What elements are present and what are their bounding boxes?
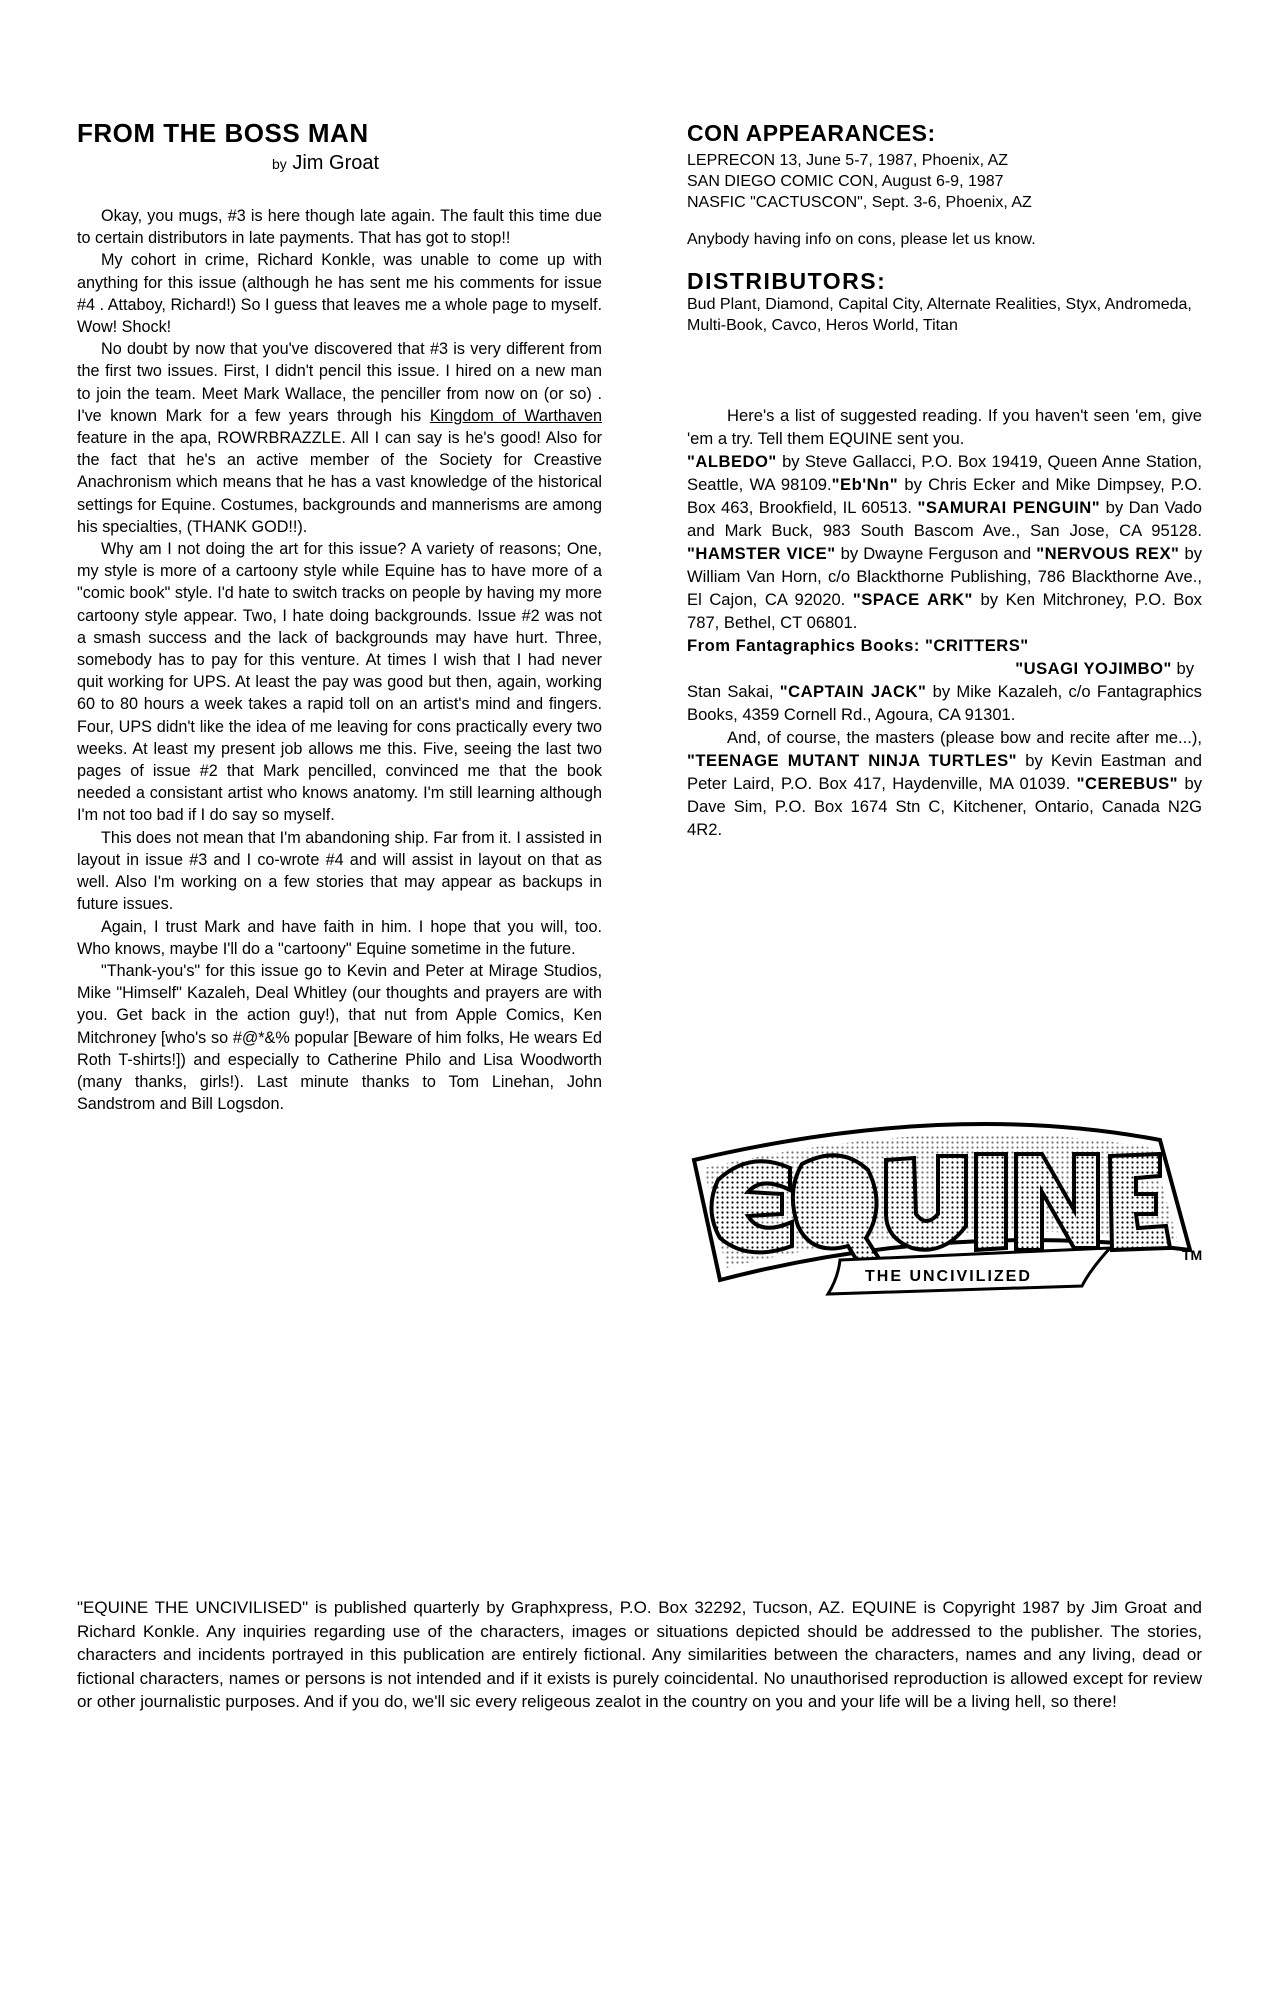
distributors-heading: DISTRIBUTORS: [687,268,887,294]
boss-paragraph-1: Okay, you mugs, #3 is here though late again. The fault this time due to certain distributors in late payments. That has got to stop!! [77,207,602,248]
samurai-penguin-info: by Dan Vado and Mark Buck, 983 South Bascom Ave., San Jose, CA 95128. [687,498,1202,540]
con-list [687,150,1202,213]
tmnt-title: "TEENAGE MUTANT NINJA TURTLES" [687,751,1018,770]
logo-tm: TM [1182,1247,1203,1263]
nervous-rex-info: by William Van Horn, c/o Blackthorne Publishing, 786 Blackthorne Ave., El Cajon, CA 92020. [687,544,1202,609]
boss-paragraph-3-end: feature in the apa, ROWRBRAZZLE. All I can say is he's good! Also for the fact that he's an active member of the Society for Creastive Anachronism which means that he has a vast knowledge of the historical settings for Equine. Costumes, backgrounds and mannerisms are among his specialties, (THANK GOD!!). [77,429,602,536]
logo-letter-e [711,1161,792,1252]
fantagraphics-list [687,680,1202,726]
boss-man-heading: FROM THE BOSS MAN [77,118,369,148]
boss-paragraph-3-start: No doubt by now that you've discovered that #3 is very different from the first two issues. First, I didn't pencil this issue. I hired on a new man to join the team. Meet Mark Wallace, the penciller from now on (or so) . I've known Mark for a few years through his [77,340,602,425]
boss-paragraph-6: Again, I trust Mark and have faith in him. I hope that you will, too. Who knows, maybe I'll do a "cartoony" Equine sometime in the future. [77,917,602,958]
hamster-vice-info: by Dwayne Ferguson and [840,544,1032,563]
masters-list [687,726,1202,841]
albedo-title: "ALBEDO" [687,452,777,471]
usagi-by: by [1176,659,1194,678]
albedo-info: by Steve Gallacci, P.O. Box 19419, Queen Anne Station, Seattle, WA 98109. [687,452,1202,494]
space-ark-title: "SPACE ARK" [852,590,973,609]
hamster-vice-title: "HAMSTER VICE" [687,544,836,563]
byline [272,152,602,175]
con-item: SAN DIEGO COMIC CON, August 6-9, 1987 [687,173,1004,190]
logo-letter-i [976,1154,1006,1250]
reading-intro: Here's a list of suggested reading. If you haven't seen 'em, give 'em a try. Tell them EQUINE sent you. [687,406,1202,448]
captain-jack-info: by Mike Kazaleh, c/o Fantagraphics Books, 4359 Cornell Rd., Agoura, CA 91301. [687,682,1202,724]
con-item: LEPRECON 13, June 5-7, 1987, Phoenix, AZ [687,152,1009,169]
equine-logo [690,1110,1210,1320]
fantagraphics-line [687,634,1202,657]
captain-jack-title: "CAPTAIN JACK" [779,682,927,701]
publication-notice: "EQUINE THE UNCIVILISED" is published quarterly by Graphxpress, P.O. Box 32292, Tucson, AZ. EQUINE is Copyright 1987 by Jim Groat and Richard Konkle. Any inquiries regarding use of the characters, images or situations depicted should be addressed to the publisher. The stories, characters and incidents portrayed in this publication are entirely fictional. Any similarities between the characters, names and any living, dead or fictional characters, names or persons is not intended and if it exists is purely coincidental. No unauthorised reproduction is allowed except for review or other journalistic purposes. And if you do, we'll sic every religeous zealot in the country on you and your life will be a living hell, so there! [77,1598,1202,1711]
cerebus-title: "CEREBUS" [1076,774,1179,793]
samurai-penguin-title: "SAMURAI PENGUIN" [917,498,1101,517]
boss-paragraph-7: "Thank-you's" for this issue go to Kevin and Peter at Mirage Studios, Mike "Himself" Kazaleh, Deal Whitley (our thoughts and prayers are with you. Get back in the action guy!), that nut from Apple Comics, Ken Mitchroney [who's so #@*&% popular [Beware of him folks, He wears Ed Roth T-shirts!]) and especially to Catherine Philo and Lisa Woodworth (many thanks, girls!). Last minute thanks to Tom Linehan, John Sandstrom and Bill Logsdon. [77,961,602,1114]
kingdom-of-warthaven-title: Kingdom of Warthaven [429,406,603,425]
nervous-rex-title: "NERVOUS REX" [1036,544,1180,563]
usagi-yojimbo-title: "USAGI YOJIMBO" [1015,659,1172,678]
con-appearances-heading: CON APPEARANCES: [687,120,936,146]
con-note: Anybody having info on cons, please let us know. [687,231,1036,248]
ebnn-title: "Eb'Nn" [831,475,899,494]
suggested-reading [687,404,1202,841]
con-item: NASFIC "CACTUSCON", Sept. 3-6, Phoenix, AZ [687,194,1032,211]
byline-author: Jim Groat [292,152,380,174]
byline-by: by [272,156,287,172]
ebnn-info: by Chris Ecker and Mike Dimpsey, P.O. Box 463, Brookfield, IL 60513. [687,475,1202,517]
boss-paragraph-4: Why am I not doing the art for this issue? A variety of reasons; One, my style is more of a cartoony style while Equine has to have more of a "comic book" style. I'd hate to switch tracks on people by having my more cartoony style appear. Two, I hate doing backgrounds. Issue #2 was not a smash success and the lack of backgrounds may have hurt. Three, somebody has to pay for this venture. At times I wish that I had never quit working for UPS. At least the pay was good but then, again, working 60 to 80 hours a week takes a rapid toll on an artist's mind and fingers. Four, UPS didn't like the idea of me leaving for cons practically every two weeks. At least my present job allows me this. Five, seeing the last two pages of issue #2 that Mark pencilled, convinced me that the book needed a consistant artist who knows anatomy. I'm still learning although I'm not too bad if I do say so myself. [77,540,602,825]
boss-paragraph-3 [77,338,602,538]
masters-intro: And, of course, the masters (please bow and recite after me...), [727,728,1202,747]
boss-paragraph-5: This does not mean that I'm abandoning ship. Far from it. I assisted in layout in issue #3 and I co-wrote #4 and will assist in layout on that as well. Also I'm working on a few stories that may appear as backups in future issues. [77,828,602,914]
boss-paragraph-2: My cohort in crime, Richard Konkle, was unable to come up with anything for this issue (although he has sent me his comments for issue #4 . Attaboy, Richard!) So I guess that leaves me a whole page to myself. Wow! Shock! [77,251,602,337]
cerebus-info: by Dave Sim, P.O. Box 1674 Stn C, Kitchener, Ontario, Canada N2G 4R2. [687,774,1202,839]
space-ark-info: by Ken Mitchroney, P.O. Box 787, Bethel, CT 06801. [687,590,1202,632]
tmnt-info: by Kevin Eastman and Peter Laird, P.O. Box 417, Haydenville, MA 01039. [687,751,1202,793]
distributors-list: Bud Plant, Diamond, Capital City, Alternate Realities, Styx, Andromeda, Multi-Book, Cavco, Heros World, Titan [687,296,1192,334]
reading-list [687,450,1202,634]
info-column [687,118,1202,841]
usagi-info: Stan Sakai, [687,682,774,701]
boss-man-column [77,118,602,1115]
usagi-line [687,657,1202,680]
logo-subtitle: THE UNCIVILIZED [865,1268,1032,1285]
fantagraphics-critters-title: From Fantagraphics Books: "CRITTERS" [687,636,1029,655]
